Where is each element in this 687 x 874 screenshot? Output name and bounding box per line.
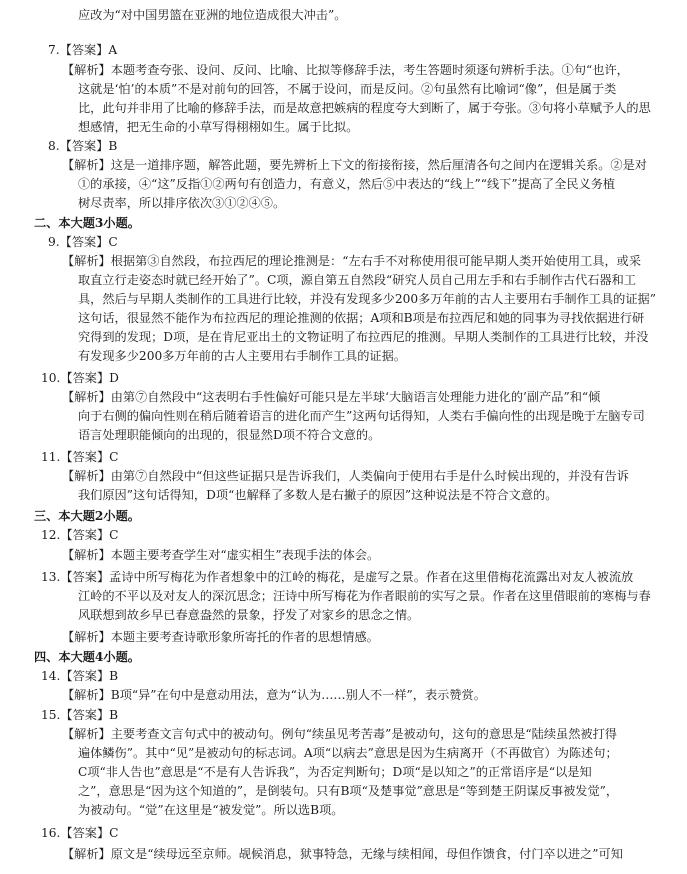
text-line: 向于右侧的偏向性则在稍后随着语言的进化而产生”这两句话得知，人类右手偏向性的出现是晚于左脑专司 (78, 409, 645, 423)
text-line: C项“非人告也”意思是“不是有人告诉我”，为否定判断句；D项“是以知之”的正常语序是“以是知 (78, 765, 592, 779)
text-line: 为被动句。“觉”在这里是“被发觉”。所以选B项。 (78, 803, 344, 817)
answer-heading: 7.【答案】A (48, 43, 118, 57)
text-line: 这就是‘怕’的本质”不是对前句的回答，不属于设问，而是反问。②句虽然有比喻词“像”，但是属于类 (78, 82, 617, 96)
text-line: 有发现多少200多万年前的古人主要用右手制作工具的证据。 (78, 349, 406, 363)
answer-heading: 14.【答案】B (41, 669, 119, 683)
text-line: 究得到的发现；D项，是在肯尼亚出土的文物证明了布拉西尼的推测。早期人类制作的工具进行比较，并没 (78, 330, 649, 344)
text-line: 语言处理职能倾向的出现的，很显然D项不符合文意的。 (78, 428, 381, 442)
text-line: 【解析】本题主要考查诗歌形象所寄托的作者的思想情感。 (62, 630, 379, 644)
answer-heading: 13.【答案】孟诗中所写梅花为作者想象中的江岭的梅花，是虚写之景。作者在这里借梅花流露出对友人被流放 (41, 570, 634, 584)
answer-heading: 15.【答案】B (41, 708, 119, 722)
answer-heading: 12.【答案】C (41, 528, 119, 542)
text-line: 【解析】由第⑦自然段中“这表明右手性偏好可能只是左半球‘大脑语言处理能力进化的’副产品”和“倾 (62, 390, 601, 404)
text-line: 【解析】原文是“续母远至京师。觇候消息，狱事特急，无缘与续相闻，母但作馈食，付门卒以进之”可知 (62, 847, 623, 861)
text-line: 树尽责率，所以排序依次③①②④⑤。 (78, 196, 286, 210)
text-line: 【解析】主要考查文言句式中的被动句。例句“续虽见考苦毒”是被动句，这句的意思是“陆续虽然被打得 (62, 727, 617, 741)
text-line: 比，此句并非用了比喻的修辞手法，而是故意把嫉病的程度夸大到断了，属于夸张。③句将小草赋予人的思 (78, 101, 651, 115)
answer-heading: 9.【答案】C (48, 235, 118, 249)
text-line: 遍体鳞伤”。其中“见”是被动句的标志词。A项“以病去”意思是因为生病离开（不再做官）为陈述句； (78, 746, 618, 760)
text-line: 【解析】本题考查夸张、设问、反问、比喻、比拟等修辞手法，考生答题时须逐句辨析手法。①句“也许， (62, 63, 629, 77)
text-line: 【解析】根据第③自然段，布拉西尼的理论推测是：“左右手不对称使用很可能早期人类开始使用工具，或采 (62, 254, 642, 268)
text-line: 【解析】B项“异”在句中是意动用法，意为“认为……别人不一样”，表示赞赏。 (62, 688, 486, 702)
answer-heading: 11.【答案】C (41, 450, 119, 464)
text-line: 应改为“对中国男篮在亚洲的地位造成很大冲击”。 (78, 8, 347, 22)
text-line: 具，然后与早期人类制作的工具进行比较，并没有发现多少200多万年前的古人主要用右手制作工具的证据” (78, 292, 656, 306)
text-line: 取直立行走姿态时就已经开始了”。C项，源自第五自然段“研究人员自己用左手和右手制作古代石器和工 (78, 273, 637, 287)
answer-heading: 16.【答案】C (41, 826, 119, 840)
section-heading: 三、本大题2小题。 (34, 509, 140, 523)
text-line: 想感情，把无生命的小草写得栩栩如生。属于比拟。 (78, 120, 359, 134)
text-line: 【解析】这是一道排序题，解答此题，要先辨析上下文的衔接衔接，然后厘清各句之间内在逻辑关系。②是对 (62, 158, 647, 172)
answer-heading: 10.【答案】D (41, 371, 119, 385)
text-line: 风联想到故乡早已春意盎然的景象，抒发了对家乡的思念之情。 (78, 608, 420, 622)
text-line: 【解析】本题主要考查学生对“虚实相生”表现手法的体会。 (62, 548, 380, 562)
text-line: ①的承接，④“这”反指①②两句有创造力，有意义，然后⑤中表达的“线上”“线下”提高了全民义务植 (78, 177, 616, 191)
text-line: 江岭的不平以及对友人的深沉思念；汪诗中所写梅花为作者眼前的实写之景。作者在这里借眼前的寒梅与春 (78, 589, 651, 603)
answer-heading: 8.【答案】B (48, 139, 118, 153)
text-line: 这句话，很显然不能作为布拉西尼的理论推测的依据；A项和B项是布拉西尼和她的同事为寻找依据进行研 (78, 311, 645, 325)
text-line: 之”，意思是“因为这个知道的”，是倒装句。只有B项“及楚事觉”意思是“等到楚王阴谋反事被发觉”， (78, 784, 619, 798)
text-line: 【解析】由第⑦自然段中“但这些证据只是告诉我们，人类偏向于使用右手是什么时候出现的，并没有告诉 (62, 469, 629, 483)
section-heading: 四、本大题4小题。 (34, 650, 140, 664)
section-heading: 二、本大题3小题。 (34, 216, 140, 230)
text-line: 我们原因”这句话得知，D项“也解释了多数人是右撇子的原因”这种说法是不符合文意的。 (78, 488, 558, 502)
